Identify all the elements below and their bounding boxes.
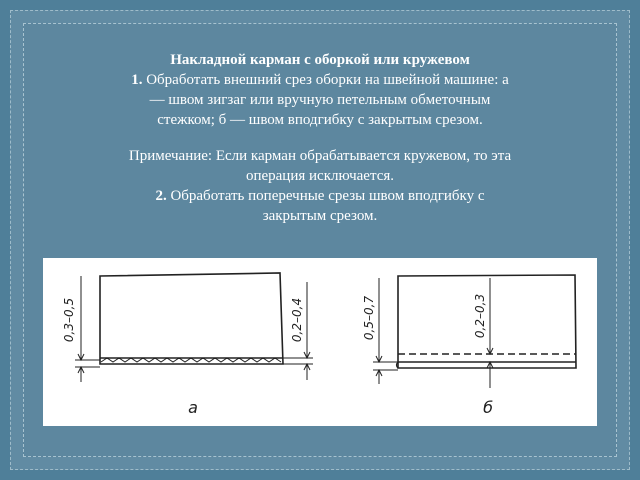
note-line2: операция исключается.	[245, 168, 395, 184]
step-1-text-line1: Обработать внешний срез оборки на швейной машине: а	[146, 72, 509, 88]
step-2-text-line1: Обработать поперечные срезы швом вподгибку с	[170, 188, 485, 204]
step-2-number: 2.	[155, 188, 167, 204]
dim-b-outer-label: 0,5–0,7	[362, 295, 376, 341]
dim-a-outer-label: 0,3–0,5	[62, 297, 76, 343]
drawing-svg	[43, 258, 597, 426]
note-line1: Примечание: Если карман обрабатывается кружевом, то эта	[128, 148, 512, 164]
step-2-text-line2: закрытым срезом.	[262, 208, 378, 224]
slide-title: Накладной карман с оборкой или кружевом	[170, 52, 470, 68]
drawing-a	[75, 273, 313, 382]
caption-a: а	[188, 398, 198, 417]
pocket-a-outline	[100, 273, 283, 364]
dim-a-inner-label: 0,2–0,4	[290, 297, 304, 343]
step-2	[50, 186, 590, 206]
dim-b-inner-label: 0,2–0,3	[473, 293, 487, 339]
step-1	[50, 70, 590, 90]
step-1-number: 1.	[131, 72, 143, 88]
step-1-text-line2: — швом зигзаг или вручную петельным обметочным	[149, 92, 491, 108]
technical-drawing	[43, 258, 597, 426]
caption-b: б	[483, 398, 493, 417]
step-1-text-line3: стежком; б — швом вподгибку с закрытым срезом.	[157, 112, 483, 128]
slide-text	[50, 50, 590, 226]
